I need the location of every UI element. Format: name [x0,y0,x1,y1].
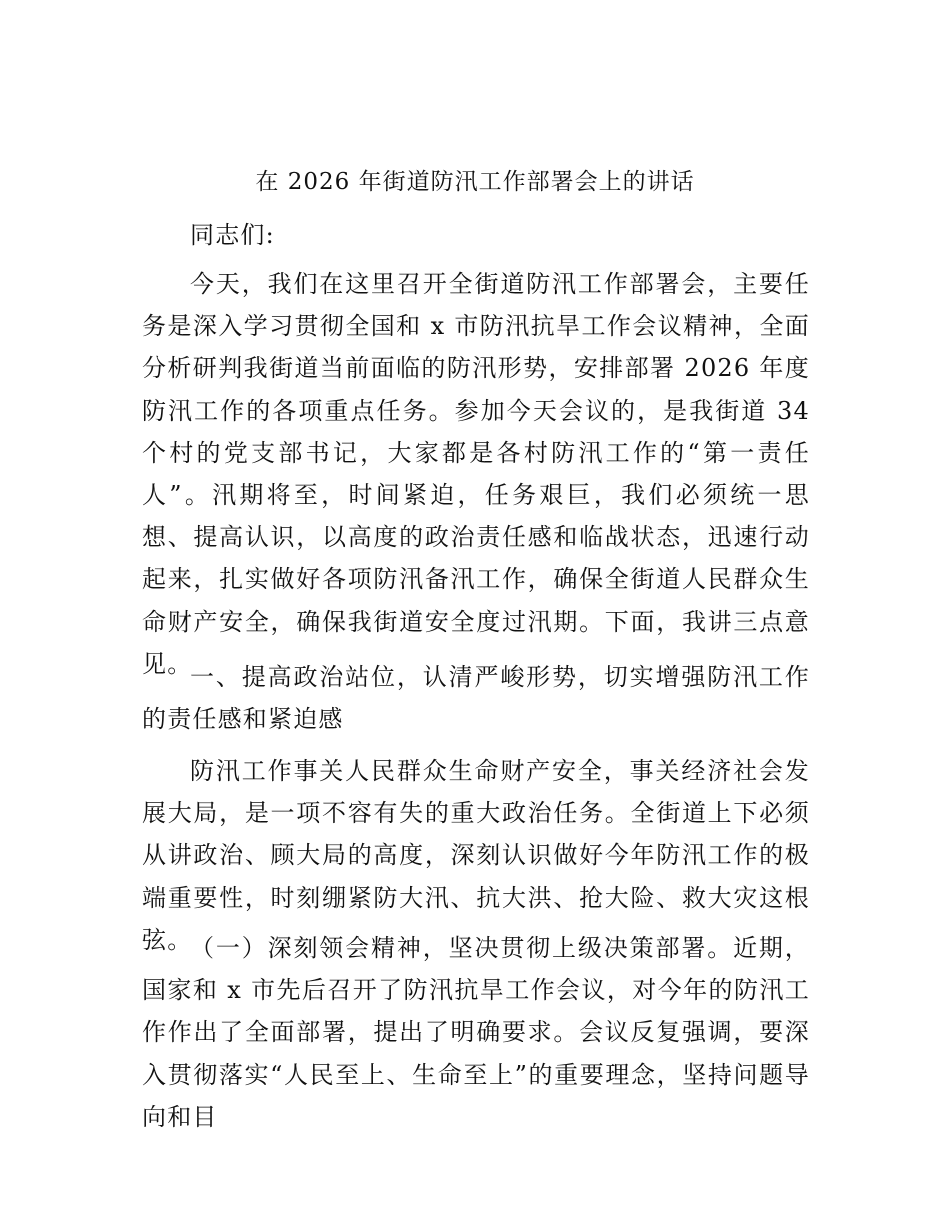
salutation: 同志们: [190,221,275,249]
paragraph-subsection-1: （一）深刻领会精神，坚决贯彻上级决策部署。近期，国家和 x 市先后召开了防汛抗旱工作会议，对今年的防汛工作作出了全面部署，提出了明确要求。会议反复强调，要深入贯彻落实“人民至上、生命至上”的重要理念，坚持问题导向和目 [142,934,810,1131]
speech-title: 在 2026 年街道防汛工作部署会上的讲话 [255,169,695,195]
paragraph-section-1: 防汛工作事关人民群众生命财产安全，事关经济社会发展大局，是一项不容有失的重大政治任务。全街道上下必须从讲政治、顾大局的高度，深刻认识做好今年防汛工作的极端重要性，时刻绷紧防大汛、抗大洪、抢大险、救大灾这根弦。 [142,757,810,954]
section-heading-1: 一、提高政治站位，认清严峻形势，切实增强防汛工作的责任感和紧迫感 [142,663,810,734]
paragraph-intro: 今天，我们在这里召开全街道防汛工作部署会，主要任务是深入学习贯彻全国和 x 市防汛抗旱工作会议精神，全面分析研判我街道当前面临的防汛形势，安排部署 2026 年度防汛工作的各项重点任务。参加今天会议的，是我街道 34 个村的党支部书记，大家都是各村防汛工作的“第一责任人”。汛期将至，时间紧迫，任务艰巨，我们必须统一思想、提高认识，以高度的政治责任感和临战状态，迅速行动起来，扎实做好各项防汛备汛工作，确保全街道人民群众生命财产安全，确保我街道安全度过汛期。下面，我讲三点意见。 [142,270,810,678]
